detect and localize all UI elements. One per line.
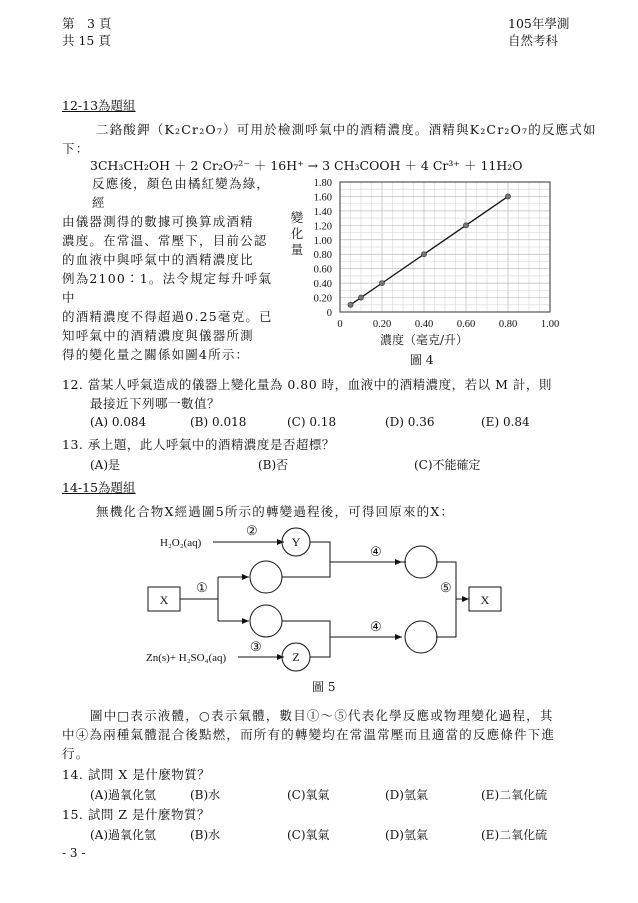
y-tick-label: 0.80 <box>313 250 332 262</box>
q14-option-c[interactable]: (C)氧氣 <box>287 788 330 802</box>
step-3-marker: ③ <box>250 639 262 654</box>
chem-dichromate-1: K₂Cr₂O₇ <box>164 122 224 137</box>
data-point <box>358 295 363 300</box>
x-axis-label: 濃度（毫克/升） <box>380 333 469 347</box>
chem-dichromate-2: K₂Cr₂O₇ <box>469 122 529 137</box>
x-tick-label: 0.80 <box>498 319 518 330</box>
data-point <box>505 194 510 199</box>
q12-option-a[interactable]: (A) 0.084 <box>90 415 147 429</box>
q12-option-c[interactable]: (C) 0.18 <box>287 415 337 429</box>
body-line: 濃度。在常溫、常壓下，目前公認 <box>62 233 268 248</box>
y-tick-label: 1.00 <box>313 235 332 247</box>
q15-option-b[interactable]: (B)水 <box>190 828 221 842</box>
page-footer: - 3 - <box>62 846 86 860</box>
figure4-caption: 圖 4 <box>410 353 434 367</box>
y-tick-label: 0.60 <box>313 264 332 276</box>
x-tick-label: 0 <box>337 319 343 330</box>
intro-part-a: 二鉻酸鉀（ <box>96 122 165 137</box>
data-point <box>463 223 468 228</box>
intro-part-b: ）可用於檢測呼氣中的酒精濃度。酒精與 <box>223 122 470 137</box>
y-tick-label: 1.40 <box>313 206 332 218</box>
step-4-marker-upper: ④ <box>370 544 382 559</box>
y-tick-label: 0.20 <box>313 293 332 305</box>
body-line: 的血液中與呼氣中的酒精濃度比 <box>62 252 254 267</box>
section-title-14-15: 14-15為題組 <box>62 480 136 495</box>
y-tick-label: 1.60 <box>313 192 332 204</box>
y-tick-label: 0 <box>326 308 332 319</box>
x-tick-labels <box>337 319 559 330</box>
q15-stem: 15. 試問 Z 是什麼物質？ <box>62 807 210 822</box>
section1-intro <box>96 120 616 139</box>
q15-option-a[interactable]: (A)過氧化氫 <box>90 828 157 842</box>
step-4-marker-lower: ④ <box>370 619 382 634</box>
q12-stem-line2: 最接近下列哪一數值？ <box>90 396 221 411</box>
section-title-12-13: 12-13為題組 <box>62 98 136 113</box>
body-line: 的酒精濃度不得超過0.25毫克。已 <box>62 309 273 324</box>
q12-option-e[interactable]: (E) 0.84 <box>481 415 530 429</box>
diagram-Y: Y <box>291 535 301 549</box>
body-line: 知呼氣中的酒精濃度與儀器所測 <box>62 328 254 343</box>
figure5-caption: 圖 5 <box>312 680 336 694</box>
q15-option-c[interactable]: (C)氧氣 <box>287 828 330 842</box>
data-point <box>379 281 384 286</box>
diagram-h2o2-label: H₂O₂(aq) <box>160 537 202 549</box>
q13-option-c[interactable]: (C)不能確定 <box>414 458 481 472</box>
page-number-label: 第 3 頁 <box>62 16 112 31</box>
q12-option-b[interactable]: (B) 0.018 <box>190 415 247 429</box>
exam-title: 105年學測 <box>508 16 570 31</box>
q14-option-b[interactable]: (B)水 <box>190 788 221 802</box>
reaction-equation: 3CH₃CH₂OH ＋ 2 Cr₂O₇²⁻ ＋ 16H⁺ → 3 CH₃COOH ＋ 4 Cr³⁺ ＋ 11H₂O <box>90 158 523 173</box>
q13-option-b[interactable]: (B)否 <box>258 458 289 472</box>
subject-title: 自然考科 <box>508 33 559 48</box>
body-line: 例為2100∶1。法令規定每升呼氣中 <box>62 271 273 305</box>
section2-intro: 無機化合物X經過圖5所示的轉變過程後，可得回原來的X： <box>96 504 455 519</box>
total-pages-label: 共 15 頁 <box>62 33 111 48</box>
step-2-marker: ② <box>246 523 258 538</box>
intro-part-c: 的反應式如 <box>528 122 597 137</box>
y-tick-label: 0.40 <box>313 279 332 291</box>
q14-option-a[interactable]: (A)過氧化氫 <box>90 788 157 802</box>
data-point <box>348 302 353 307</box>
y-tick-labels <box>314 178 332 319</box>
diagram-zn-label: Zn(s)+ H₂SO₄(aq) <box>146 652 227 664</box>
q12-stem-line1: 12. 當某人呼氣造成的儀器上變化量為 0.80 時，血液中的酒精濃度，若以 M 計，則 <box>62 377 552 392</box>
section2-desc-line2: 中④為兩種氣體混合後點燃，而所有的轉變均在常溫常壓而且適當的反應條件下進 <box>62 727 556 742</box>
body-line: 得的變化量之關係如圖4所示： <box>62 347 250 362</box>
x-tick-label: 0.60 <box>456 319 476 330</box>
q15-option-e[interactable]: (E)二氧化硫 <box>481 828 548 842</box>
y-axis-label: 變化量 <box>290 210 304 257</box>
intro-part-d: 下： <box>62 141 90 156</box>
diagram-X-left: X <box>159 593 169 607</box>
y-tick-label: 1.20 <box>313 221 332 233</box>
q12-option-d[interactable]: (D) 0.36 <box>385 415 435 429</box>
x-tick-label: 0.40 <box>414 319 434 330</box>
step-1-marker: ① <box>196 580 208 595</box>
chart-grid <box>340 182 550 312</box>
figure5-diagram <box>138 518 508 673</box>
q15-option-d[interactable]: (D)氫氣 <box>385 828 428 842</box>
section1-body <box>62 174 282 364</box>
section2-desc-line1: 圖中□表示液體，○表示氣體，數目①～⑤代表化學反應或物理變化過程，其 <box>90 708 554 723</box>
section2-desc-line3: 行。 <box>62 746 90 761</box>
body-line: 由儀器測得的數據可換算成酒精 <box>62 214 254 229</box>
diagram-Z: Z <box>292 650 300 664</box>
series-line <box>351 196 509 304</box>
step-5-marker: ⑤ <box>440 580 452 595</box>
q14-option-d[interactable]: (D)氫氣 <box>385 788 428 802</box>
q14-option-e[interactable]: (E)二氧化硫 <box>481 788 548 802</box>
body-line: 反應後，顏色由橘紅變為綠，經 <box>92 176 271 210</box>
diagram-X-right: X <box>480 593 490 607</box>
q13-option-a[interactable]: (A)是 <box>90 458 121 472</box>
q13-stem: 13. 承上題，此人呼氣中的酒精濃度是否超標？ <box>62 437 335 452</box>
x-tick-label: 1.00 <box>540 319 560 330</box>
y-tick-label: 1.80 <box>313 178 332 189</box>
figure4-chart <box>284 172 574 354</box>
data-point <box>421 252 426 257</box>
x-tick-label: 0.20 <box>372 319 392 330</box>
q14-stem: 14. 試問 X 是什麼物質？ <box>62 767 211 782</box>
